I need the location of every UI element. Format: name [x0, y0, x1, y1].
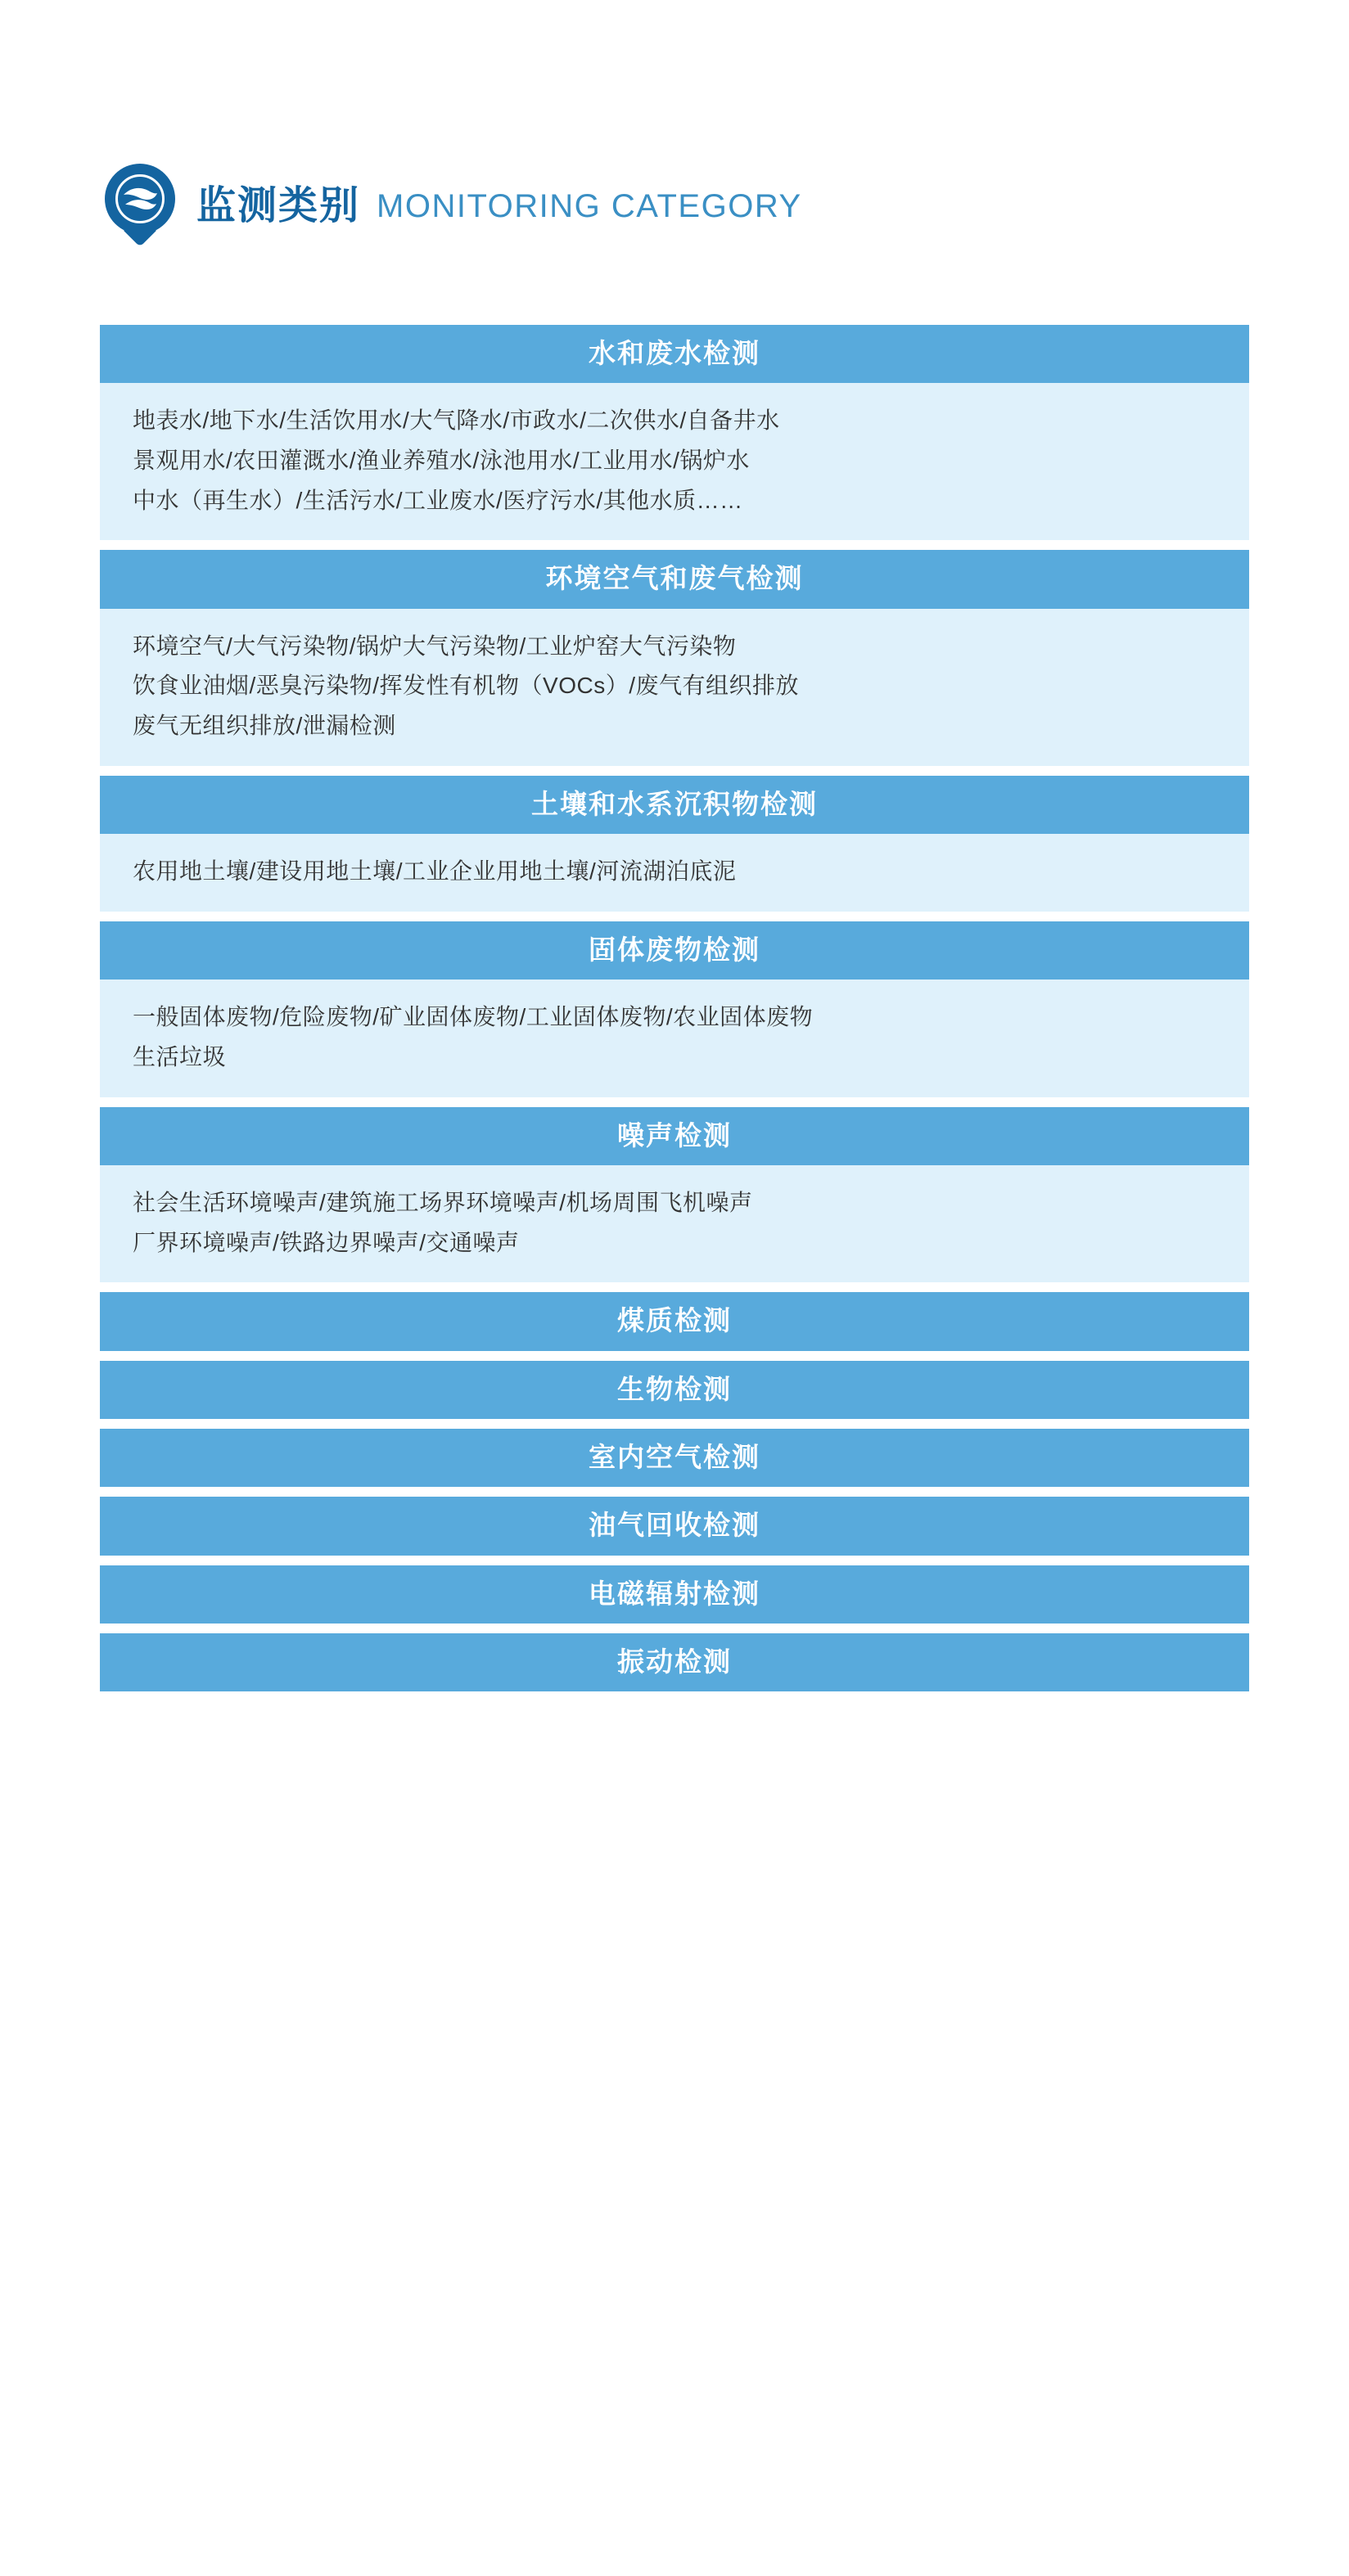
category-detail	[100, 1165, 1249, 1282]
category-section	[100, 1292, 1249, 1350]
location-pin-leaf-icon	[105, 164, 175, 249]
category-detail	[100, 980, 1249, 1097]
category-title[interactable]: 土壤和水系沉积物检测	[100, 776, 1249, 834]
detail-line: 生活垃圾	[133, 1043, 227, 1070]
category-detail	[100, 383, 1249, 540]
category-section	[100, 1497, 1249, 1555]
category-title[interactable]: 固体废物检测	[100, 921, 1249, 980]
category-title[interactable]: 噪声检测	[100, 1107, 1249, 1165]
category-section	[100, 1361, 1249, 1419]
category-title[interactable]: 室内空气检测	[100, 1429, 1249, 1487]
category-title[interactable]: 煤质检测	[100, 1292, 1249, 1350]
category-title[interactable]: 水和废水检测	[100, 325, 1249, 383]
detail-line: 环境空气/大气污染物/锅炉大气污染物/工业炉窑大气污染物	[133, 633, 737, 659]
detail-line: 厂界环境噪声/铁路边界噪声/交通噪声	[133, 1229, 520, 1255]
category-section	[100, 1633, 1249, 1691]
category-section	[100, 1565, 1249, 1624]
category-section	[100, 921, 1249, 1097]
page-title-en: MONITORING CATEGORY	[377, 188, 802, 224]
category-section	[100, 325, 1249, 540]
category-title[interactable]: 振动检测	[100, 1633, 1249, 1691]
detail-line: 农用地土壤/建设用地土壤/工业企业用地土壤/河流湖泊底泥	[133, 858, 737, 885]
detail-line: 废气无组织排放/泄漏检测	[133, 713, 396, 739]
detail-line: 饮食业油烟/恶臭污染物/挥发性有机物（VOCs）/废气有组织排放	[133, 673, 800, 699]
category-detail	[100, 834, 1249, 912]
category-detail	[100, 609, 1249, 766]
category-list	[0, 249, 1349, 1691]
page-header	[0, 0, 1349, 249]
detail-line: 地表水/地下水/生活饮用水/大气降水/市政水/二次供水/自备井水	[133, 408, 780, 434]
category-section	[100, 1429, 1249, 1487]
detail-line: 景观用水/农田灌溉水/渔业养殖水/泳池用水/工业用水/锅炉水	[133, 448, 750, 474]
category-title[interactable]: 油气回收检测	[100, 1497, 1249, 1555]
category-title[interactable]: 生物检测	[100, 1361, 1249, 1419]
leaf-wave-glyph	[120, 183, 160, 216]
category-title[interactable]: 环境空气和废气检测	[100, 550, 1249, 608]
category-section	[100, 550, 1249, 765]
page-title: 监测类别	[196, 184, 361, 227]
detail-line: 一般固体废物/危险废物/矿业固体废物/工业固体废物/农业固体废物	[133, 1004, 814, 1030]
category-section	[100, 1107, 1249, 1283]
detail-line: 社会生活环境噪声/建筑施工场界环境噪声/机场周围飞机噪声	[133, 1189, 753, 1215]
category-title[interactable]: 电磁辐射检测	[100, 1565, 1249, 1624]
category-section	[100, 776, 1249, 912]
detail-line: 中水（再生水）/生活污水/工业废水/医疗污水/其他水质……	[133, 487, 743, 513]
